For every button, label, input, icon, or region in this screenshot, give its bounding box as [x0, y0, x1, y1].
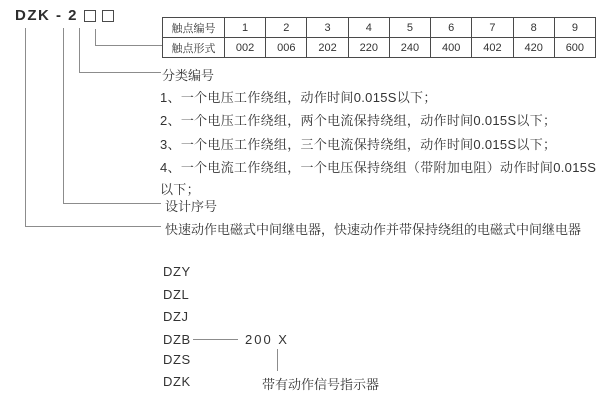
classification-label: 分类编号 [162, 68, 215, 83]
design-serial-label: 设计序号 [165, 199, 218, 214]
model-code [15, 7, 114, 24]
model-digit-box-2 [102, 10, 114, 22]
contact-form-cell: 202 [307, 38, 348, 58]
connector-line-dzb-suffix [193, 339, 238, 340]
dzb-model-suffix: 200 X [245, 332, 289, 347]
contact-form-cell: 006 [266, 38, 307, 58]
contact-form-cell: 240 [389, 38, 430, 58]
contact-number-cell: 4 [348, 18, 389, 38]
contact-form-table-wrap [162, 17, 596, 58]
series-item-dzk: DZK [163, 374, 191, 389]
contact-form-row [163, 38, 596, 58]
contact-number-cell: 2 [266, 18, 307, 38]
relay-type-label: 快速动作电磁式中间继电器，快速动作并带保持绕组的电磁式中间继电器 [165, 222, 582, 237]
contact-number-cell: 8 [513, 18, 554, 38]
connector-line-family-horizontal [25, 226, 161, 227]
series-item-dzl: DZL [163, 287, 190, 302]
connector-line-classification-horizontal [79, 72, 161, 73]
connector-line-serial-horizontal [63, 203, 161, 204]
contact-number-cell: 7 [472, 18, 513, 38]
contact-number-cell: 1 [225, 18, 266, 38]
model-digit-box-1 [84, 10, 96, 22]
classification-item-3: 3、一个电压工作绕组，三个电流保持绕组，动作时间0.015S以下； [160, 137, 557, 152]
contact-form-cell: 400 [431, 38, 472, 58]
contact-form-table [162, 17, 596, 58]
classification-item-4-wrap: 以下； [160, 182, 200, 197]
connector-line-family-vertical [25, 28, 26, 226]
connector-line-serial-vertical [63, 28, 64, 203]
contact-number-cell: 3 [307, 18, 348, 38]
connector-line-indicator [277, 349, 278, 371]
contact-form-cell: 600 [554, 38, 595, 58]
series-item-dzj: DZJ [163, 309, 189, 324]
contact-form-cell: 002 [225, 38, 266, 58]
indicator-note-label: 带有动作信号指示器 [262, 377, 380, 392]
contact-form-cell: 402 [472, 38, 513, 58]
series-item-dzb: DZB [163, 332, 191, 347]
connector-line-contact-vertical [95, 29, 96, 45]
contact-form-cell: 420 [513, 38, 554, 58]
contact-number-cell: 9 [554, 18, 595, 38]
series-item-dzy: DZY [163, 264, 191, 279]
contact-number-cell: 5 [389, 18, 430, 38]
model-prefix: DZK - 2 [15, 7, 78, 24]
classification-item-4: 4、一个电流工作绕组，一个电压保持绕组（带附加电阻）动作时间0.015S [160, 160, 597, 175]
contact-number-cell: 6 [431, 18, 472, 38]
contact-number-row-label: 触点编号 [163, 18, 225, 38]
series-item-dzs: DZS [163, 352, 191, 367]
contact-form-cell: 220 [348, 38, 389, 58]
contact-number-row [163, 18, 596, 38]
classification-item-2: 2、一个电压工作绕组，两个电流保持绕组，动作时间0.015S以下； [160, 113, 557, 128]
connector-line-contact-horizontal [95, 45, 162, 46]
classification-item-1: 1、一个电压工作绕组，动作时间0.015S以下； [160, 90, 437, 105]
contact-form-row-label: 触点形式 [163, 38, 225, 58]
connector-line-classification-vertical [79, 28, 80, 72]
